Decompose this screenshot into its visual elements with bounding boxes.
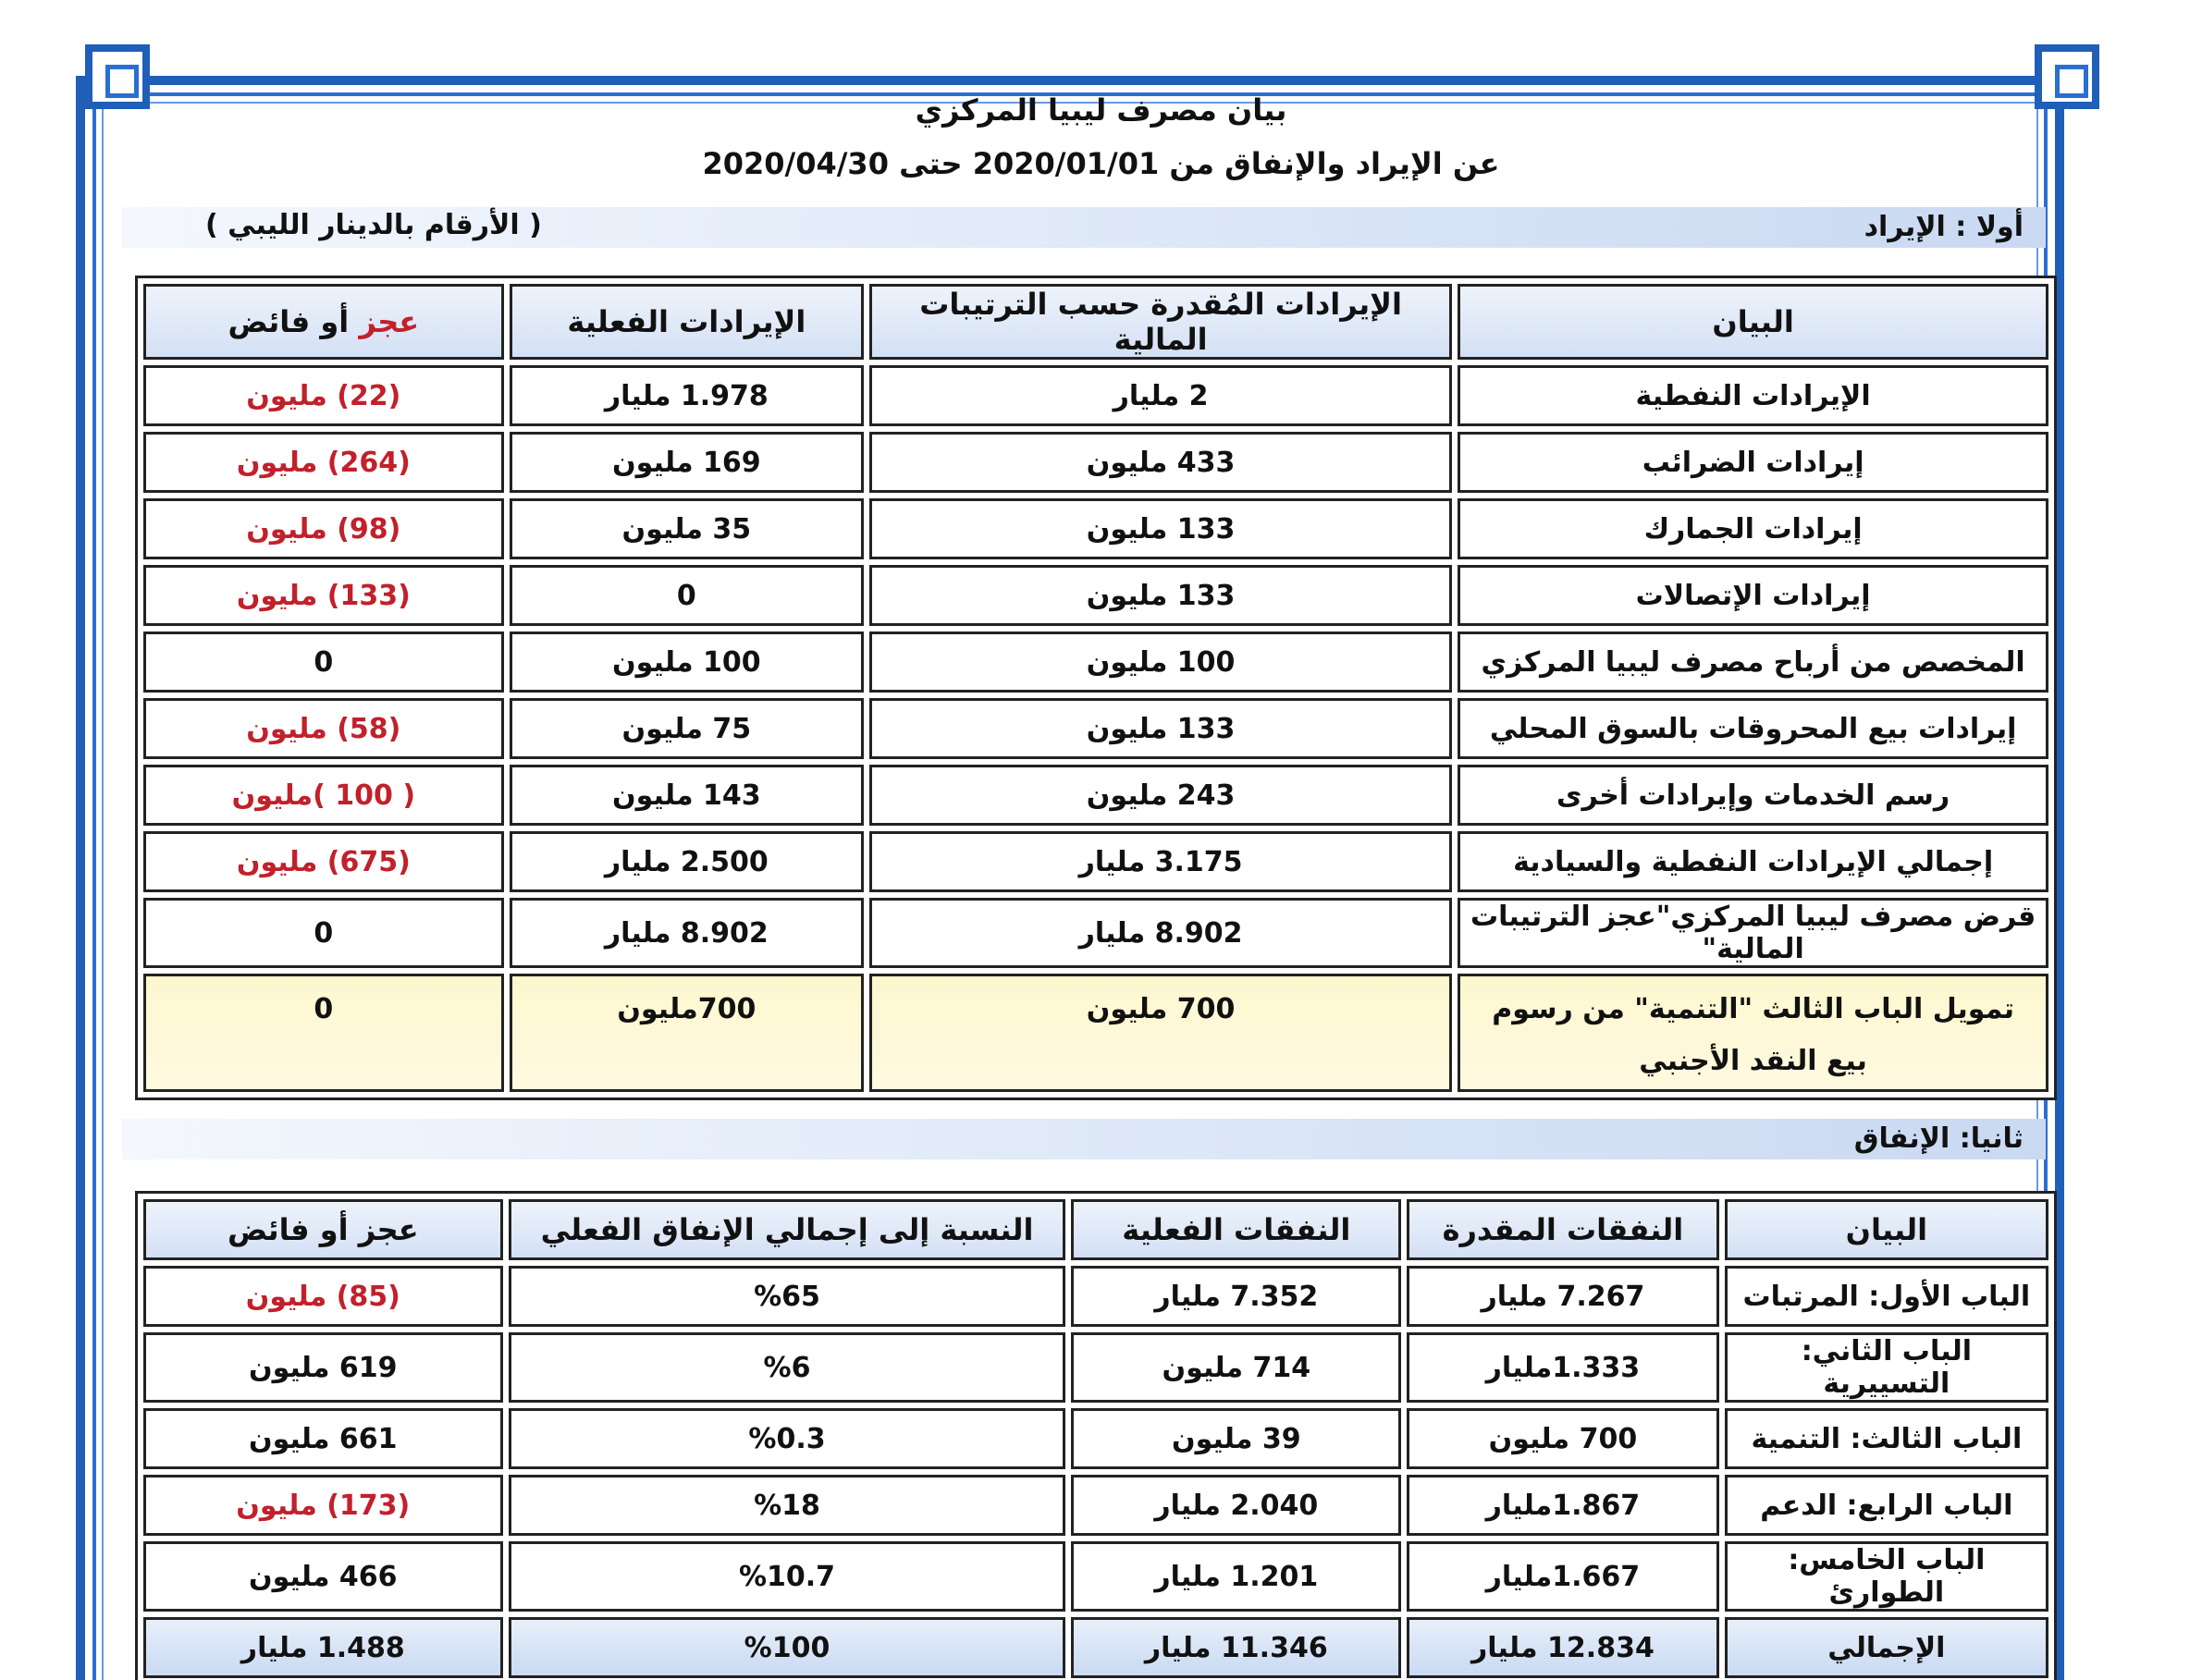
revenue-diff-cell: (675) مليون xyxy=(143,831,504,892)
revenue-estimated-cell: 133 مليون xyxy=(869,565,1452,626)
expenditure-table-body xyxy=(143,1266,2048,1678)
revenue-item-cell: إيرادات الجمارك xyxy=(1458,498,2048,559)
revenue-estimated-cell: 133 مليون xyxy=(869,498,1452,559)
expenditure-ratio-cell: %10.7 xyxy=(509,1541,1066,1612)
expenditure-ratio-cell: %6 xyxy=(509,1332,1066,1403)
expenditure-item-cell: الباب الخامس: الطوارئ xyxy=(1725,1541,2048,1612)
revenue-diff-cell: (264) مليون xyxy=(143,432,504,493)
revenue-actual-cell: 35 مليون xyxy=(510,498,864,559)
expenditure-diff-cell: 661 مليون xyxy=(143,1408,503,1469)
expenditure-item-cell: الباب الثالث: التنمية xyxy=(1725,1408,2048,1469)
table-row xyxy=(143,1408,2048,1469)
revenue-estimated-cell: 433 مليون xyxy=(869,432,1452,493)
revenue-table-body xyxy=(143,365,2048,1092)
expenditure-diff-cell: 619 مليون xyxy=(143,1332,503,1403)
expenditure-section-bar xyxy=(122,1119,2046,1159)
revenue-table xyxy=(135,276,2057,1100)
expenditure-actual-cell: 714 مليون xyxy=(1071,1332,1401,1403)
revenue-diff-cell: 0 xyxy=(143,898,504,968)
revenue-actual-cell: 8.902 مليار xyxy=(510,898,864,968)
table-row xyxy=(143,1475,2048,1536)
expenditure-actual-cell: 1.201 مليار xyxy=(1071,1541,1401,1612)
expenditure-item-cell: الباب الأول: المرتبات xyxy=(1725,1266,2048,1327)
table-row xyxy=(143,831,2048,892)
expenditure-section-label: ثانيا: الإنفاق xyxy=(1853,1122,2024,1155)
revenue-actual-cell: 143 مليون xyxy=(510,765,864,826)
expenditure-ratio-cell: %18 xyxy=(509,1475,1066,1536)
expenditure-item-cell: الباب الثاني: التسييرية xyxy=(1725,1332,2048,1403)
table-row xyxy=(143,1332,2048,1403)
table-row xyxy=(143,974,2048,1092)
revenue-item-cell: إيرادات الضرائب xyxy=(1458,432,2048,493)
revenue-estimated-cell: 2 مليار xyxy=(869,365,1452,426)
expenditure-total-actual: 11.346 مليار xyxy=(1071,1617,1401,1678)
revenue-actual-cell: 2.500 مليار xyxy=(510,831,864,892)
revenue-item-cell: إجمالي الإيرادات النفطية والسيادية xyxy=(1458,831,2048,892)
expenditure-total-label: الإجمالي xyxy=(1725,1617,2048,1678)
expenditure-estimated-cell: 1.867مليار xyxy=(1407,1475,1719,1536)
expenditure-estimated-cell: 7.267 مليار xyxy=(1407,1266,1719,1327)
revenue-estimated-cell: 100 مليون xyxy=(869,632,1452,693)
expenditure-diff-cell: (173) مليون xyxy=(143,1475,503,1536)
table-row xyxy=(143,565,2048,626)
currency-note: ( الأرقام بالدينار الليبي ) xyxy=(205,209,542,241)
revenue-item-cell: تمويل الباب الثالث "التنمية" من رسوم بيع النقد الأجنبي xyxy=(1458,974,2048,1092)
revenue-diff-cell: (58) مليون xyxy=(143,698,504,759)
revenue-section-label: أولا : الإيراد xyxy=(1864,211,2024,243)
table-row xyxy=(143,898,2048,968)
revenue-actual-cell: 75 مليون xyxy=(510,698,864,759)
table-row xyxy=(143,432,2048,493)
revenue-col-diff-surplus: أو فائض xyxy=(228,304,360,339)
revenue-header-row xyxy=(143,284,2048,360)
document-title: بيان مصرف ليبيا المركزي xyxy=(915,92,1287,128)
revenue-item-cell: المخصص من أرباح مصرف ليبيا المركزي xyxy=(1458,632,2048,693)
revenue-estimated-cell: 3.175 مليار xyxy=(869,831,1452,892)
revenue-section-bar xyxy=(122,207,2046,248)
expenditure-diff-cell: 466 مليون xyxy=(143,1541,503,1612)
revenue-actual-cell: 700مليون xyxy=(510,974,864,1092)
expenditure-actual-cell: 7.352 مليار xyxy=(1071,1266,1401,1327)
expenditure-estimated-cell: 700 مليون xyxy=(1407,1408,1719,1469)
revenue-diff-cell: (133) مليون xyxy=(143,565,504,626)
expenditure-actual-cell: 2.040 مليار xyxy=(1071,1475,1401,1536)
expenditure-total-row xyxy=(143,1617,2048,1678)
expenditure-total-estimated: 12.834 مليار xyxy=(1407,1617,1719,1678)
revenue-actual-cell: 0 xyxy=(510,565,864,626)
revenue-col-diff-deficit: عجز xyxy=(359,304,420,339)
expenditure-total-diff: 1.488 مليار xyxy=(143,1617,503,1678)
expenditure-header-row xyxy=(143,1199,2048,1260)
expenditure-col-diff: عجز أو فائض xyxy=(143,1199,503,1260)
revenue-diff-cell: 0 xyxy=(143,632,504,693)
expenditure-estimated-cell: 1.667مليار xyxy=(1407,1541,1719,1612)
revenue-estimated-cell: 133 مليون xyxy=(869,698,1452,759)
expenditure-col-item: البيان xyxy=(1725,1199,2048,1260)
revenue-diff-cell: 0 xyxy=(143,974,504,1092)
table-row xyxy=(143,498,2048,559)
expenditure-col-actual: النفقات الفعلية xyxy=(1071,1199,1401,1260)
revenue-col-actual: الإيرادات الفعلية xyxy=(510,284,864,360)
revenue-estimated-cell: 8.902 مليار xyxy=(869,898,1452,968)
expenditure-ratio-cell: %65 xyxy=(509,1266,1066,1327)
revenue-estimated-cell: 243 مليون xyxy=(869,765,1452,826)
expenditure-total-ratio: %100 xyxy=(509,1617,1066,1678)
revenue-item-cell: الإيرادات النفطية xyxy=(1458,365,2048,426)
table-row xyxy=(143,632,2048,693)
expenditure-col-ratio: النسبة إلى إجمالي الإنفاق الفعلي xyxy=(509,1199,1066,1260)
revenue-actual-cell: 1.978 مليار xyxy=(510,365,864,426)
expenditure-table xyxy=(135,1191,2057,1680)
revenue-col-estimated: الإيرادات المُقدرة حسب الترتيبات المالية xyxy=(869,284,1452,360)
table-row xyxy=(143,698,2048,759)
table-row xyxy=(143,765,2048,826)
expenditure-estimated-cell: 1.333مليار xyxy=(1407,1332,1719,1403)
table-row xyxy=(143,365,2048,426)
revenue-diff-cell: ( 100 )مليون xyxy=(143,765,504,826)
revenue-item-cell: إيرادات الإتصالات xyxy=(1458,565,2048,626)
revenue-actual-cell: 100 مليون xyxy=(510,632,864,693)
revenue-col-item: البيان xyxy=(1458,284,2048,360)
revenue-estimated-cell: 700 مليون xyxy=(869,974,1452,1092)
expenditure-actual-cell: 39 مليون xyxy=(1071,1408,1401,1469)
revenue-diff-cell: (98) مليون xyxy=(143,498,504,559)
revenue-actual-cell: 169 مليون xyxy=(510,432,864,493)
table-row xyxy=(143,1266,2048,1327)
expenditure-ratio-cell: %0.3 xyxy=(509,1408,1066,1469)
table-row xyxy=(143,1541,2048,1612)
revenue-col-diff xyxy=(143,284,504,360)
expenditure-col-estimated: النفقات المقدرة xyxy=(1407,1199,1719,1260)
document-subtitle: عن الإيراد والإنفاق من 2020/01/01 حتى 2020/04/30 xyxy=(702,146,1500,181)
revenue-diff-cell: (22) مليون xyxy=(143,365,504,426)
revenue-item-cell: إيرادات بيع المحروقات بالسوق المحلي xyxy=(1458,698,2048,759)
revenue-item-cell: رسم الخدمات وإيرادات أخرى xyxy=(1458,765,2048,826)
expenditure-diff-cell: (85) مليون xyxy=(143,1266,503,1327)
revenue-item-cell: قرض مصرف ليبيا المركزي"عجز الترتيبات المالية" xyxy=(1458,898,2048,968)
expenditure-item-cell: الباب الرابع: الدعم xyxy=(1725,1475,2048,1536)
